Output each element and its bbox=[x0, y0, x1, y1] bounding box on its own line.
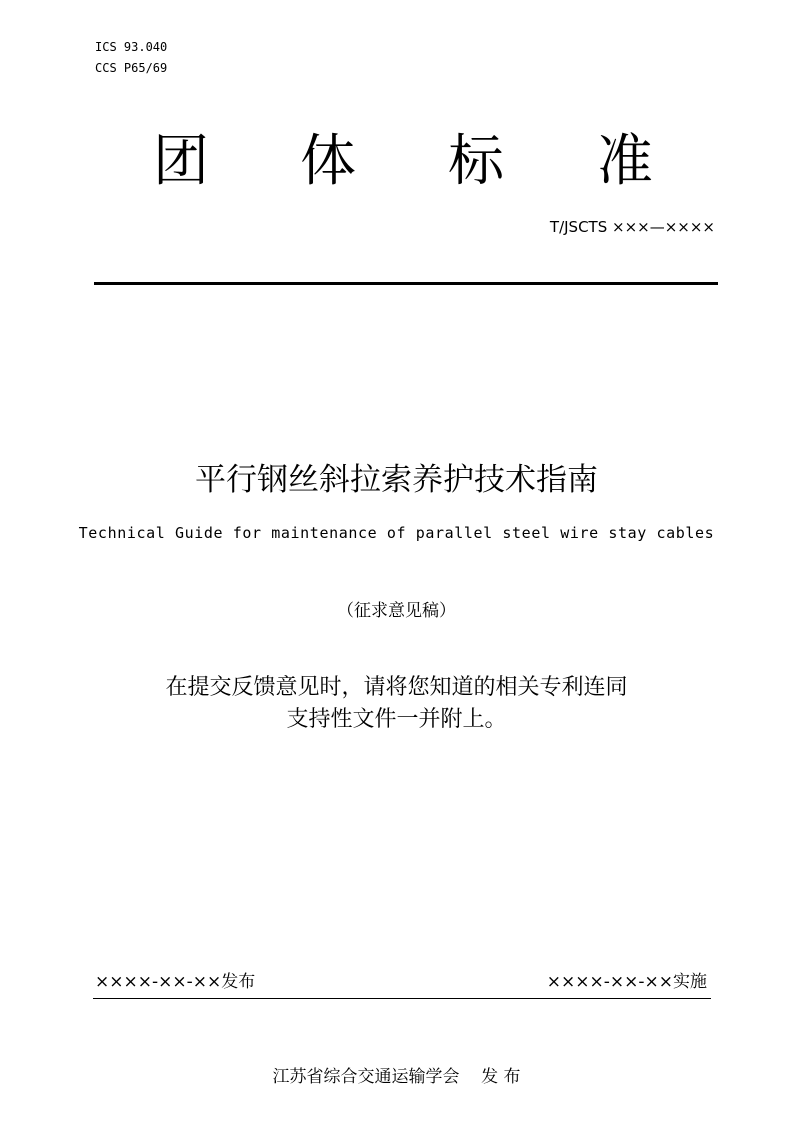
standard-type-char: 体 bbox=[300, 129, 356, 194]
issuing-organization: 江苏省综合交通运输学会 发 布 bbox=[272, 1067, 521, 1087]
document-title-chinese: 平行钢丝斜拉索养护技术指南 bbox=[195, 462, 598, 498]
patent-notice-line-2: 支持性文件一并附上。 bbox=[286, 707, 507, 732]
standard-type-char: 标 bbox=[448, 129, 504, 194]
footer-divider bbox=[93, 998, 711, 999]
standard-type-char: 准 bbox=[597, 129, 653, 194]
document-title-english: Technical Guide for maintenance of parallel steel wire stay cables bbox=[78, 524, 715, 542]
ics-code: ICS 93.040 bbox=[95, 40, 168, 54]
standard-type-char: 团 bbox=[153, 129, 209, 194]
draft-status: （征求意见稿） bbox=[337, 601, 456, 621]
patent-notice-line-1: 在提交反馈意见时，请将您知道的相关专利连同 bbox=[165, 675, 628, 700]
publish-date: ××××-××-××发布 bbox=[95, 972, 256, 992]
ccs-code: CCS P65/69 bbox=[95, 61, 168, 75]
implement-date: ××××-××-××实施 bbox=[546, 972, 707, 992]
header-divider bbox=[94, 282, 718, 285]
standard-code: T/JSCTS ×××—×××× bbox=[549, 218, 715, 236]
